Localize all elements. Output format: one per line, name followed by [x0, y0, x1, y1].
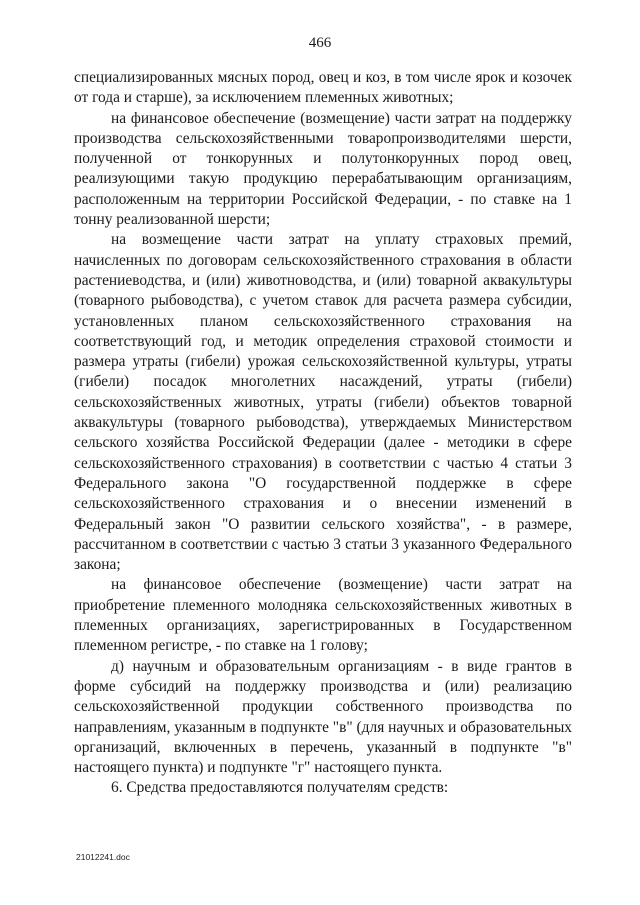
- paragraph-wool-subsidy: на финансовое обеспечение (возмещение) части затрат на поддержку производства сельскохозяйственными товаропроизводителями шерсти, полученной от тонкорунных и полутонкорунных пород овец, реализующими такую продукцию перерабатывающим организациям, расположенным на территории Российской Федерации, - по ставке на 1 тонну реализованной шерсти;: [74, 109, 572, 229]
- footer-filename: 21012241.doc: [76, 852, 130, 862]
- paragraph-item-d: д) научным и образовательным организациям - в виде грантов в форме субсидий на поддержку производства и (или) реализацию сельскохозяйственной продукции собственного производства по направлениям, указанным в подпункте "в" (для научных и образовательных организаций, включенных в перечень, указанный в подпункте "в" настоящего пункта) и подпункте "г" настоящего пункта.: [74, 657, 572, 777]
- document-body: [74, 68, 572, 799]
- page-number: 466: [308, 35, 332, 51]
- paragraph-continuation: специализированных мясных пород, овец и коз, в том числе ярок и козочек от года и старше), за исключением племенных животных;: [74, 69, 572, 107]
- paragraph-insurance-premiums: на возмещение части затрат на уплату страховых премий, начисленных по договорам сельскохозяйственного страхования в области растениеводства, и (или) животноводства, и (или) товарной аквакультуры (товарного рыбоводства), с учетом ставок для расчета размера субсидии, установленных планом сельскохозяйственного страхования на соответствующий год, и методик определения страховой стоимости и размера утраты (гибели) урожая сельскохозяйственной культуры, утраты (гибели) посадок многолетних насаждений, утраты (гибели) сельскохозяйственных животных, утраты (гибели) объектов товарной аквакультуры (товарного рыбоводства), утверждаемых Министерством сельского хозяйства Российской Федерации (далее - методики в сфере сельскохозяйственного страхования) в соответствии с частью 4 статьи 3 Федерального закона "О государственной поддержке в сфере сельскохозяйственного страхования и о внесении изменений в Федеральный закон "О развитии сельского хозяйства", - в размере, рассчитанном в соответствии с частью 3 статьи 3 указанного Федерального закона;: [74, 231, 572, 574]
- paragraph-item-6: 6. Средства предоставляются получателям средств:: [111, 779, 449, 797]
- paragraph-breeding-stock: на финансовое обеспечение (возмещение) части затрат на приобретение племенного молодняка сельскохозяйственных животных в племенных организациях, зарегистрированных в Государственном племенном регистре, - по ставке на 1 голову;: [74, 576, 572, 655]
